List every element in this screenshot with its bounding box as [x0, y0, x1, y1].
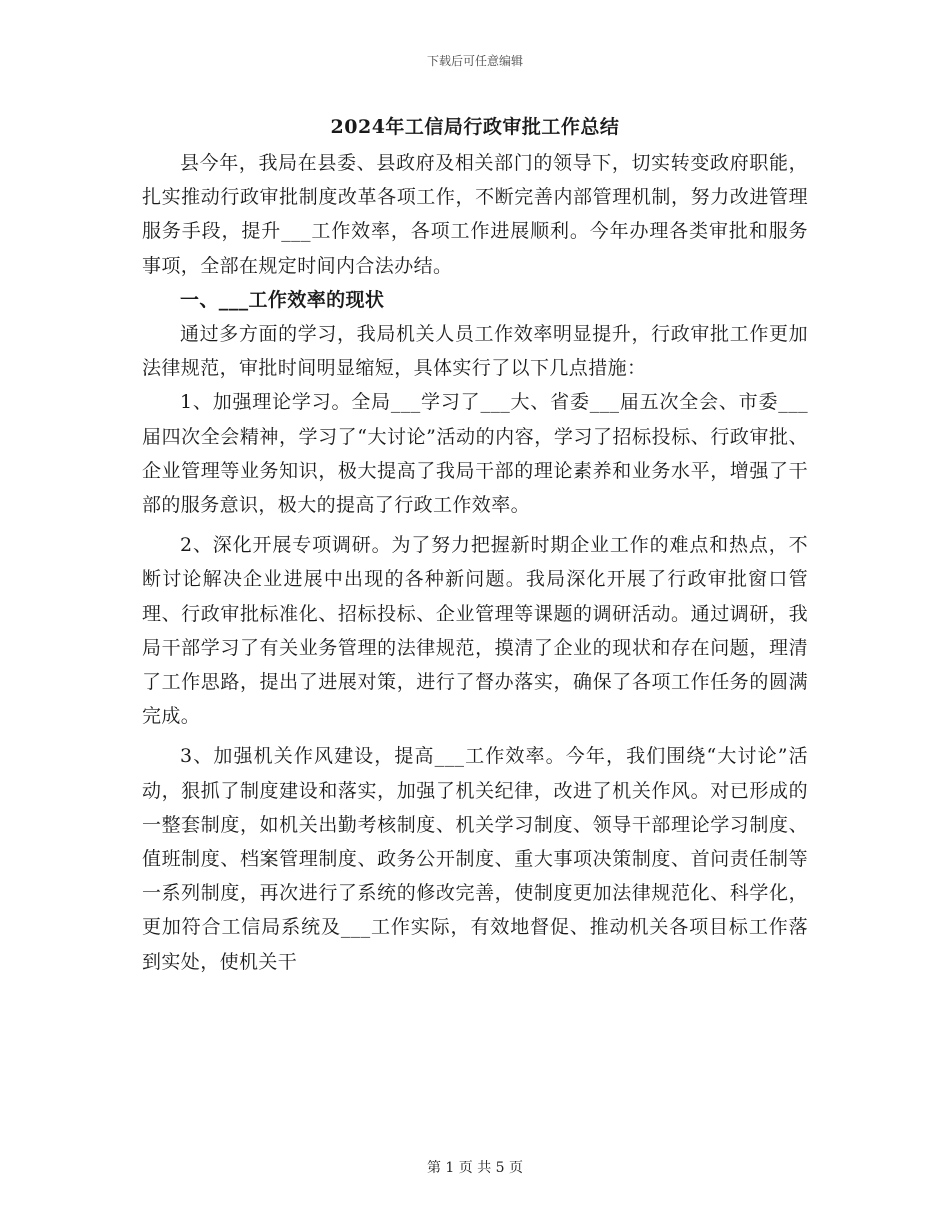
section-intro-paragraph: 通过多方面的学习，我局机关人员工作效率明显提升，行政审批工作更加法律规范，审批时间明显缩短，具体实行了以下几点措施：	[142, 323, 808, 380]
section-heading: 一、___工作效率的现状	[180, 288, 385, 311]
header-note: 下载后可任意编辑	[426, 54, 523, 68]
measure-item-3: 3、加强机关作风建设，提高___工作效率。今年，我们围绕“大讨论”活动，狠抓了制度建设和落实，加强了机关纪律，改进了机关作风。对已形成的一整套制度，如机关出勤考核制度、机关学习制度、领导干部理论学习制度、值班制度、档案管理制度、政务公开制度、重大事项决策制度、首问责任制等一系列制度，再次进行了系统的修改完善，使制度更加法律规范化、科学化，更加符合工信局系统及___工作实际，有效地督促、推动机关各项目标工作落到实处，使机关干	[142, 745, 808, 973]
document-title: 2024年工信局行政审批工作总结	[330, 116, 620, 138]
intro-paragraph: 县今年，我局在县委、县政府及相关部门的领导下，切实转变政府职能，扎实推动行政审批制度改革各项工作，不断完善内部管理机制，努力改进管理服务手段，提升___工作效率，各项工作进展顺利。今年办理各类审批和服务事项，全部在规定时间内合法办结。	[142, 152, 808, 277]
measure-item-1: 1、加强理论学习。全局___学习了___大、省委___届五次全会、市委___届四次全会精神，学习了“大讨论”活动的内容，学习了招标投标、行政审批、企业管理等业务知识，极大提高了我局干部的理论素养和业务水平，增强了干部的服务意识，极大的提高了行政工作效率。	[142, 391, 808, 517]
measure-item-2: 2、深化开展专项调研。为了努力把握新时期企业工作的难点和热点，不断讨论解决企业进展中出现的各种新问题。我局深化开展了行政审批窗口管理、行政审批标准化、招标投标、企业管理等课题的调研活动。通过调研，我局干部学习了有关业务管理的法律规范，摸清了企业的现状和存在问题，理清了工作思路，提出了进展对策，进行了督办落实，确保了各项工作任务的圆满完成。	[142, 534, 808, 728]
document-body	[142, 112, 808, 979]
page-indicator: 第 1 页 共 5 页	[426, 1160, 524, 1176]
